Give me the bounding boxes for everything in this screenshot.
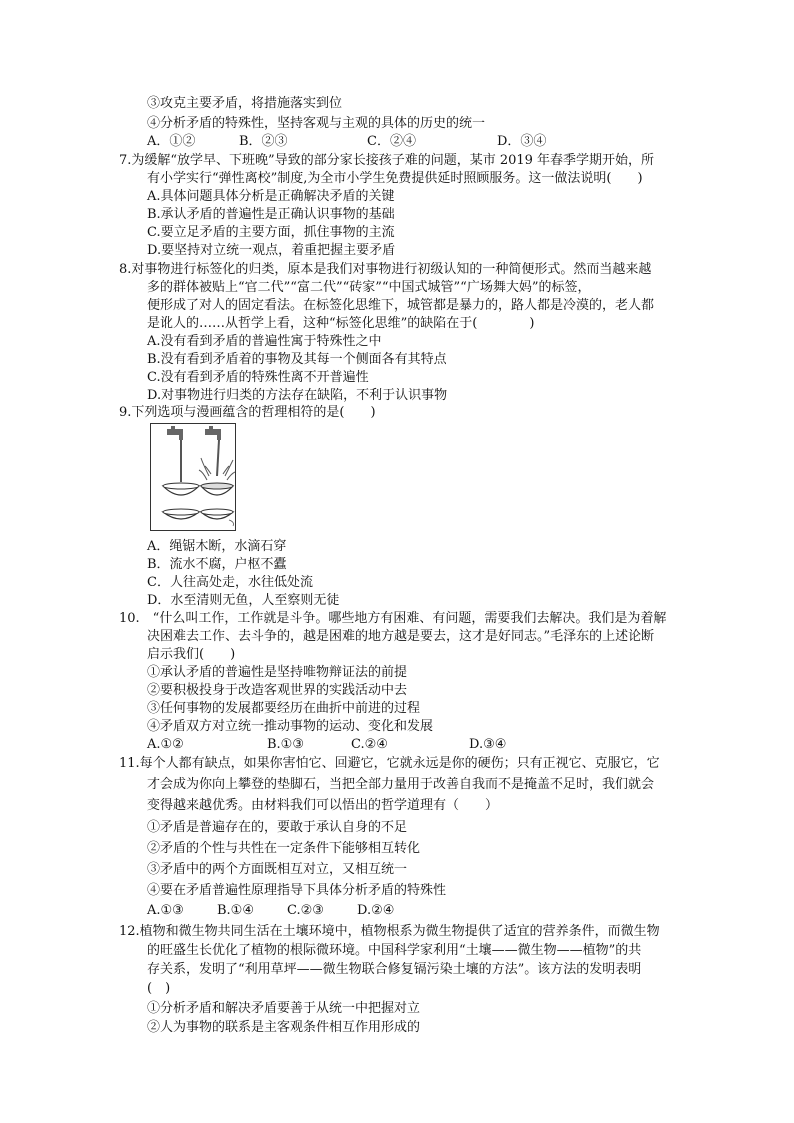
q10-item-3: ③任何事物的发展都要经历在曲折中前进的过程 (147, 701, 421, 716)
q7-stem-line2: 有小学实行“弹性离校”制度,为全市小学生免费提供延时照顾服务。这一做法说明( ) (147, 171, 643, 186)
q6-options (147, 134, 546, 150)
q10-options (147, 737, 506, 753)
q8-option-d: D.对事物进行归类的方法存在缺陷，不利于认识事物 (147, 388, 448, 403)
q6-option-a: A．①② (147, 134, 196, 149)
q11-item-1: ①矛盾是普遍存在的，要敢于承认自身的不足 (147, 820, 408, 835)
q8-option-a: A.没有看到矛盾的普遍性寓于特殊性之中 (147, 334, 382, 349)
q10-stem-line3: 启示我们( ) (147, 647, 236, 662)
q10-item-1: ①承认矛盾的普遍性是坚持唯物辩证法的前提 (147, 665, 408, 680)
q10-stem-line2: 决困难去工作、去斗争的，越是困难的地方越是要去，这才是好同志。”毛泽东的上述论断 (147, 629, 655, 644)
q9-option-a: A．绳锯木断，水滴石穿 (147, 539, 287, 554)
q12-stem-line1: 12.植物和微生物共同生活在土壤环境中，植物根系为微生物提供了适宜的营养条件，而微生物 (119, 924, 660, 939)
q11-stem-line3: 变得越来越优秀。由材料我们可以悟出的哲学道理有（ ） (147, 798, 499, 813)
q11-option-a: A.①③ (147, 903, 184, 918)
q6-option-d: D．③④ (497, 134, 547, 149)
q8-option-c: C.没有看到矛盾的特殊性离不开普遍性 (147, 370, 369, 385)
q10-option-c: C.②④ (351, 737, 388, 752)
q8-stem-line4: 是讹人的……从哲学上看，这种“标签化思维”的缺陷在于( ) (147, 316, 535, 331)
q8-stem-line2: 多的群体被贴上“官二代”“富二代”“砖家”“中国式城管”“广场舞大妈”的标签， (147, 280, 591, 295)
q6-item-3: ③攻克主要矛盾，将措施落实到位 (147, 96, 343, 111)
q11-option-d: D.②④ (357, 903, 395, 918)
q12-item-2: ②人为事物的联系是主客观条件相互作用形成的 (147, 1020, 421, 1035)
q6-item-4: ④分析矛盾的特殊性，坚持客观与主观的具体的历史的统一 (147, 116, 486, 131)
q11-stem-line1: 11.每个人都有缺点，如果你害怕它、回避它，它就永远是你的硬伤；只有正视它、克服它，它 (119, 756, 660, 771)
q11-item-2: ②矛盾的个性与共性在一定条件下能够相互转化 (147, 841, 421, 856)
q8-stem-line1: 8.对事物进行标签化的归类，原本是我们对事物进行初级认知的一种简便形式。然而当越来越 (119, 262, 652, 277)
q12-item-1: ①分析矛盾和解决矛盾要善于从统一中把握对立 (147, 1001, 421, 1016)
q10-option-a: A.①② (147, 737, 184, 752)
q8-stem-line3: 便形成了对人的固定看法。在标签化思维下，城管都是暴力的，路人都是冷漠的，老人都 (147, 298, 655, 313)
q10-option-b: B.①③ (267, 737, 304, 752)
q11-option-c: C.②③ (287, 903, 324, 918)
q12-stem-line2: 的旺盛生长优化了植物的根际微环境。中国科学家利用“土壤——微生物——植物”的共 (147, 943, 642, 958)
q9-option-b: B．流水不腐，户枢不蠹 (147, 557, 287, 572)
q11-item-3: ③矛盾中的两个方面既相互对立，又相互统一 (147, 862, 408, 877)
q10-item-4: ④矛盾双方对立统一推动事物的运动、变化和发展 (147, 719, 434, 734)
q12-stem-line4: ( ) (147, 981, 171, 996)
q6-option-c: C．②④ (367, 134, 416, 149)
q11-stem-line2: 才会成为你向上攀登的垫脚石，当把全部力量用于改善自我而不是掩盖不足时，我们就会 (147, 777, 655, 792)
q9-stem: 9.下列选项与漫画蕴含的哲理相符的是( ) (119, 405, 376, 420)
q9-option-d: D．水至清则无鱼，人至察则无徒 (147, 593, 340, 608)
q10-option-d: D.③④ (469, 737, 507, 752)
q7-option-b: B.承认矛盾的普遍性是正确认识事物的基础 (147, 207, 395, 222)
q6-option-b: B．②③ (239, 134, 288, 149)
q11-option-b: B.①④ (217, 903, 254, 918)
q7-stem-line1: 7.为缓解“放学早、下班晚”导致的部分家长接孩子难的问题，某市 2019 年春季学期开始，所 (119, 153, 655, 168)
q9-option-c: C．人往高处走，水往低处流 (147, 575, 313, 590)
q8-option-b: B.没有看到矛盾着的事物及其每一个侧面各有其特点 (147, 352, 447, 367)
q10-item-2: ②要积极投身于改造客观世界的实践活动中去 (147, 683, 408, 698)
q7-option-d: D.要坚持对立统一观点，着重把握主要矛盾 (147, 243, 396, 258)
q12-stem-line3: 存关系，发明了“利用草坪——微生物联合修复镉污染土壤的方法”。该方法的发明表明 (147, 962, 642, 977)
q11-options (147, 903, 394, 919)
faucet-bowls-cartoon (151, 424, 235, 530)
q7-option-a: A.具体问题具体分析是正确解决矛盾的关键 (147, 189, 395, 204)
cartoon-image (150, 423, 236, 531)
q7-option-c: C.要立足矛盾的主要方面，抓住事物的主流 (147, 225, 395, 240)
q11-item-4: ④要在矛盾普遍性原理指导下具体分析矛盾的特殊性 (147, 883, 447, 898)
q10-stem-line1: 10. “什么叫工作，工作就是斗争。哪些地方有困难、有问题，需要我们去解决。我们是为着解 (119, 611, 667, 626)
